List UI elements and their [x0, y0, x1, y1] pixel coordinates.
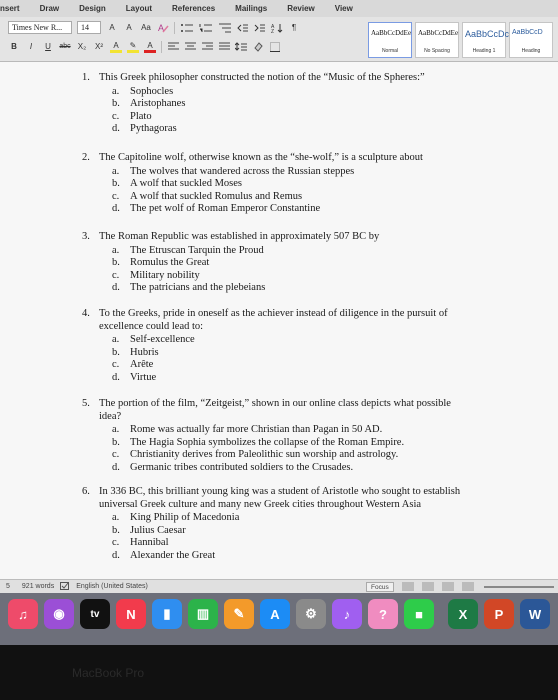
answer-option: d. The pet wolf of Roman Emperor Constantine — [112, 203, 321, 214]
question-text: The Capitoline wolf, otherwise known as the “she-wolf,” is a sculpture about — [99, 152, 423, 163]
tab-layout[interactable]: Layout — [125, 4, 153, 13]
bold-button[interactable]: B — [11, 42, 17, 51]
question-4 — [82, 308, 471, 384]
decrease-indent-icon[interactable] — [237, 21, 249, 34]
style-name: Heading — [521, 48, 541, 54]
strikethrough-button[interactable]: abc — [59, 43, 71, 50]
style-preview: AaBbCcDc — [465, 29, 510, 39]
app-store-icon[interactable]: A — [260, 599, 290, 629]
divider — [161, 41, 162, 53]
style-heading-1[interactable] — [462, 22, 510, 58]
italic-button[interactable]: I — [29, 42, 33, 51]
answer-option: d. Virtue — [112, 371, 157, 383]
question-number: 6. — [82, 486, 90, 497]
print-layout-icon[interactable] — [402, 582, 414, 591]
news-icon[interactable]: N — [116, 599, 146, 629]
tab-insert[interactable]: nsert — [0, 4, 20, 13]
borders-icon[interactable] — [269, 40, 281, 53]
justify-icon[interactable] — [218, 40, 230, 53]
question-number: 5. — [82, 398, 90, 409]
style-name: No Spacing — [424, 48, 450, 54]
facetime-icon[interactable]: ■ — [404, 599, 434, 629]
subscript-button[interactable]: X₂ — [77, 42, 87, 51]
music-icon[interactable]: ♫ — [8, 599, 38, 629]
proofing-icon[interactable] — [60, 582, 70, 592]
question-number: 3. — [82, 231, 90, 242]
question-number: 4. — [82, 308, 90, 319]
answer-option: b. A wolf that suckled Moses — [112, 178, 242, 189]
excel-icon[interactable]: X — [448, 599, 478, 629]
highlighter-icon[interactable]: ✎ — [127, 40, 139, 53]
change-case-button[interactable]: Aa — [141, 23, 151, 32]
multilevel-list-icon[interactable] — [218, 21, 232, 34]
question-2 — [82, 152, 471, 216]
tab-draw[interactable]: Draw — [39, 4, 60, 13]
podcasts-icon[interactable]: ◉ — [44, 599, 74, 629]
answer-option: a. The Etruscan Tarquin the Proud — [112, 244, 264, 256]
answer-option: d. Pythagoras — [112, 123, 177, 134]
question-number: 2. — [82, 152, 90, 163]
tab-references[interactable]: References — [172, 4, 216, 13]
answer-option: c. Arête — [112, 359, 154, 370]
tab-mailings[interactable]: Mailings — [235, 4, 268, 13]
style-preview: AaBbCcDdEe — [371, 29, 412, 37]
align-right-icon[interactable] — [201, 40, 213, 53]
svg-text:A: A — [271, 23, 275, 30]
text-effects-icon[interactable]: A — [110, 40, 122, 53]
answer-option: d. Alexander the Great — [112, 549, 216, 561]
underline-button[interactable]: U — [45, 42, 51, 51]
focus-button[interactable] — [366, 582, 394, 592]
font-size-select[interactable]: 14 — [77, 21, 101, 34]
font-color-icon[interactable]: A — [144, 40, 156, 53]
answer-option: b. Julius Caesar — [112, 524, 186, 536]
svg-text:Z: Z — [271, 28, 275, 33]
clear-format-icon[interactable] — [157, 21, 169, 34]
answer-option: a. King Philip of Macedonia — [112, 512, 240, 523]
align-center-icon[interactable] — [184, 40, 196, 53]
sort-icon[interactable] — [271, 21, 283, 34]
page-indicator[interactable]: 5 — [6, 583, 10, 590]
style-no-spacing[interactable] — [415, 22, 459, 58]
ribbon-toolbar — [0, 17, 558, 62]
font-name-select[interactable]: Times New R... — [8, 21, 72, 34]
view-buttons — [402, 582, 474, 591]
zoom-slider[interactable] — [484, 586, 554, 588]
outline-view-icon[interactable] — [442, 582, 454, 591]
shrink-font-button[interactable]: A — [126, 23, 132, 32]
question-5 — [82, 398, 471, 474]
status-bar — [0, 579, 558, 593]
question-text: The portion of the film, “Zeitgeist,” shown in our online class depicts what possible idea? — [99, 398, 451, 422]
line-spacing-icon[interactable] — [235, 40, 247, 53]
question-6 — [82, 486, 471, 562]
style-name: Heading 1 — [472, 48, 496, 54]
answer-option: b. Hubris — [112, 346, 159, 358]
align-left-icon[interactable] — [167, 40, 179, 53]
word-count[interactable]: 921 words — [21, 583, 55, 590]
tab-design[interactable]: Design — [79, 4, 106, 13]
answer-option: c. Hannibal — [112, 537, 169, 548]
macbook-label: MacBook Pro — [72, 665, 145, 680]
question-1 — [82, 72, 471, 136]
language-indicator[interactable]: English (United States) — [76, 583, 148, 590]
style-heading[interactable] — [509, 22, 553, 58]
pages-icon[interactable]: ✎ — [224, 599, 254, 629]
answer-option: c. Military nobility — [112, 269, 200, 281]
answer-option: b. The Hagia Sophia symbolizes the collapse of the Roman Empire. — [112, 436, 405, 448]
answer-option: c. A wolf that suckled Romulus and Remus — [112, 190, 303, 202]
question-text: The Roman Republic was established in approximately 507 BC by — [99, 231, 380, 242]
answer-option: c. Christianity derives from Paleolithic sun worship and astrology. — [112, 449, 399, 460]
numbers-icon[interactable]: ▥ — [188, 599, 218, 629]
web-layout-icon[interactable] — [422, 582, 434, 591]
answer-option: a. The wolves that wandered across the Russian steppes — [112, 165, 355, 177]
divider — [174, 22, 175, 34]
system-preferences-icon[interactable]: ⚙ — [296, 599, 326, 629]
apple-tv-icon[interactable]: tv — [80, 599, 110, 629]
style-preview: AaBbCcDdEe — [418, 29, 459, 37]
draft-view-icon[interactable] — [462, 582, 474, 591]
style-normal[interactable] — [368, 22, 412, 58]
bullets-icon[interactable] — [180, 21, 194, 34]
pilcrow-icon[interactable]: ¶ — [291, 23, 297, 32]
answer-option: b. Romulus the Great — [112, 257, 210, 268]
superscript-button[interactable]: X² — [95, 42, 103, 51]
tab-view[interactable]: View — [334, 4, 353, 13]
keynote-icon[interactable]: ▮ — [152, 599, 182, 629]
style-name: Normal — [381, 48, 399, 54]
ribbon-tabs — [0, 0, 558, 17]
svg-text:A: A — [158, 23, 165, 33]
question-number: 1. — [82, 72, 90, 83]
dock — [0, 593, 558, 645]
tab-review[interactable]: Review — [287, 4, 315, 13]
increase-indent-icon[interactable] — [254, 21, 266, 34]
numbering-icon[interactable] — [199, 21, 213, 34]
powerpoint-icon[interactable]: P — [484, 599, 514, 629]
answer-option: a. Self-excellence — [112, 334, 195, 345]
itunes-icon[interactable]: ♪ — [332, 599, 362, 629]
answer-option: a. Sophocles — [112, 85, 174, 97]
shading-icon[interactable] — [252, 40, 264, 53]
question-text: In 336 BC, this brilliant young king was a student of Aristotle who sought to establish universal Greek culture and many new Greek cities throughout Western Asia — [99, 486, 461, 510]
answer-option: c. Plato — [112, 110, 152, 122]
answer-option: d. Germanic tribes contributed soldiers to the Crusades. — [112, 461, 354, 473]
styles-gallery — [368, 22, 553, 58]
document-page[interactable] — [0, 62, 558, 579]
document-area — [0, 62, 558, 579]
style-preview: AaBbCcD — [512, 29, 543, 36]
question-text: To the Greeks, pride in oneself as the achiever instead of diligence in the pursuit of excellence could lead to: — [99, 308, 448, 332]
laptop-bezel — [0, 645, 558, 700]
grow-font-button[interactable]: A — [109, 23, 115, 32]
answer-option: d. The patricians and the plebeians — [112, 282, 266, 293]
help-icon[interactable]: ? — [368, 599, 398, 629]
question-text: This Greek philosopher constructed the notion of the “Music of the Spheres:” — [99, 72, 425, 83]
word-icon[interactable]: W — [520, 599, 550, 629]
answer-option: b. Aristophanes — [112, 98, 186, 109]
answer-option: a. Rome was actually far more Christian than Pagan in 50 AD. — [112, 424, 383, 435]
focus-label: Focus — [371, 583, 389, 591]
question-3 — [82, 231, 471, 295]
